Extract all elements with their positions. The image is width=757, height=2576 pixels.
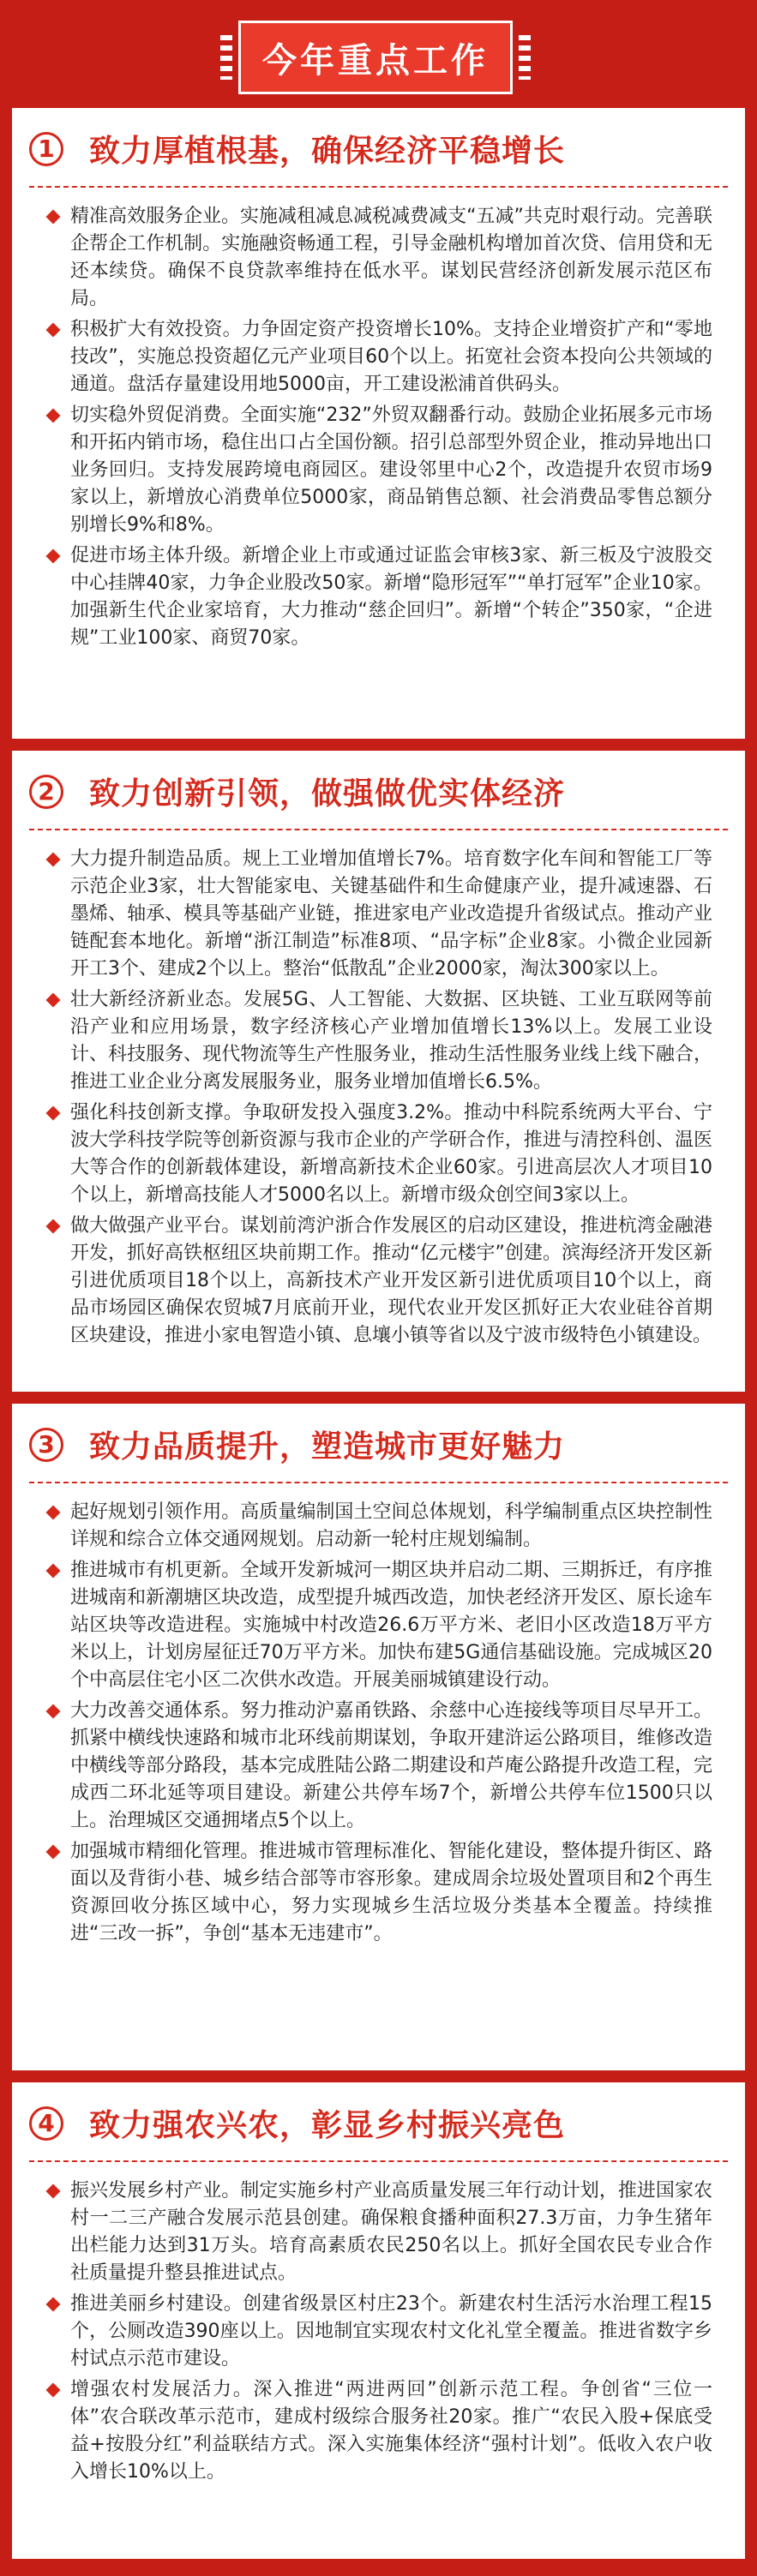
list-item xyxy=(70,203,712,313)
item-text: 起好规划引领作用。高质量编制国土空间总体规划，科学编制重点区块控制性详规和综合立体交通网规划。启动新一轮村庄规划编制。 xyxy=(70,1501,712,1550)
diamond-bullet-icon xyxy=(46,1845,61,1860)
list-item xyxy=(70,1499,712,1554)
diamond-bullet-icon xyxy=(46,2297,61,2312)
list-item xyxy=(70,1099,712,1209)
item-text: 增强农村发展活力。深入推进“两进两回”创新示范工程。争创省“三位一体”农合联改革示范市，建成村级综合服务社20家。推广“农民入股+保底受益+按股分红”利益联结方式。深入实施集体经济“强村计划”。低收入农户收入增长10%以上。 xyxy=(70,2379,712,2483)
diamond-bullet-icon xyxy=(46,409,61,423)
section-title: 致力创新引领，做强做优实体经济 xyxy=(89,776,566,812)
diamond-bullet-icon xyxy=(46,993,61,1008)
section-title: 致力品质提升，塑造城市更好魅力 xyxy=(89,1429,566,1465)
section-title: 致力厚植根基，确保经济平稳增长 xyxy=(89,134,566,169)
item-text: 加强城市精细化管理。推进城市管理标准化、智能化建设，整体提升街区、路面以及背街小巷、城乡结合部等市容形象。建成周余垃圾处置项目和2个再生资源回收分拣区域中心，努力实现城乡生活垃圾分类基本全覆盖。持续推进“三改一拆”，争创“基本无违建市”。 xyxy=(70,1841,712,1944)
item-text: 推进城市有机更新。全域开发新城河一期区块并启动二期、三期拆迁，有序推进城南和新潮塘区块改造，成型提升城西改造，加快老经济开发区、原长途车站区块等改造进程。实施城中村改造26.6万平方米、老旧小区改造18万平方米以上，计划房屋征迁70万平方米。加快布建5G通信基础设施。完成城区20个中高层住宅小区二次供水改造。开展美丽城镇建设行动。 xyxy=(70,1560,712,1691)
item-text: 推进美丽乡村建设。创建省级景区村庄23个。新建农村生活污水治理工程15个，公厕改造390座以上。因地制宜实现农村文化礼堂全覆盖。推进省数字乡村试点示范市建设。 xyxy=(70,2293,712,2369)
section-divider xyxy=(29,186,728,188)
section-header xyxy=(29,1423,728,1466)
item-text: 大力提升制造品质。规上工业增加值增长7%。培育数字化车间和智能工厂等示范企业3家，壮大智能家电、关键基础件和生命健康产业，提升减速器、石墨烯、轴承、模具等基础产业链，推进家电产业改造提升省级试点。推动产业链配套本地化。新增“浙江制造”标准8项、“品字标”企业8家。小微企业园新开工3个、建成2个以上。整治“低散乱”企业2000家，淘汰300家以上。 xyxy=(70,848,712,979)
item-text: 切实稳外贸促消费。全面实施“232”外贸双翻番行动。鼓励企业拓展多元市场和开拓内销市场，稳住出口占全国份额。招引总部型外贸企业，推动异地出口业务回归。支持发展跨境电商园区。建设邻里中心2个，改造提升农贸市场9家以上，新增放心消费单位5000家，商品销售总额、社会消费品零售总额分别增长9%和8%。 xyxy=(70,404,712,536)
item-text: 促进市场主体升级。新增企业上市或通过证监会审核3家、新三板及宁波股交中心挂牌40家，力争企业股改50家。新增“隐形冠军”“单打冠军”企业10家。加强新生代企业家培育，大力推动“慈企回归”。新增“个转企”350家，“企进规”工业100家、商贸70家。 xyxy=(70,545,712,649)
section-4 xyxy=(12,2082,745,2559)
list-item xyxy=(70,1557,712,1694)
diamond-bullet-icon xyxy=(46,1219,61,1234)
item-text: 振兴发展乡村产业。制定实施乡村产业高质量发展三年行动计划，推进国家农村一二三产融合发展示范县创建。确保粮食播种面积27.3万亩，力争生猪年出栏能力达到31万头。培育高素质农民250名以上。抓好全国农民专业合作社质量提升整县推进试点。 xyxy=(70,2180,712,2284)
list-item xyxy=(70,1698,712,1835)
list-item xyxy=(70,2178,712,2287)
list-item xyxy=(70,2376,712,2486)
section-divider xyxy=(29,1482,728,1483)
item-text: 大力改善交通体系。努力推动沪嘉甬铁路、余慈中心连接线等项目尽早开工。抓紧中横线快速路和城市北环线前期谋划，争取开建浒运公路项目，维修改造中横线等部分路段，基本完成胜陆公路二期建设和芦庵公路提升改造工程，完成西二环北延等项目建设。新建公共停车场7个，新增公共停车位1500只以上。治理城区交通拥堵点5个以上。 xyxy=(70,1700,712,1831)
diamond-bullet-icon xyxy=(46,1506,61,1520)
section-1 xyxy=(12,108,745,739)
diamond-bullet-icon xyxy=(46,2184,61,2199)
section-title: 致力强农兴农，彰显乡村振兴亮色 xyxy=(89,2108,566,2143)
diamond-bullet-icon xyxy=(46,1564,61,1579)
list-item xyxy=(70,542,712,652)
list-item xyxy=(70,2291,712,2373)
section-3 xyxy=(12,1404,745,2070)
item-text: 积极扩大有效投资。力争固定资产投资增长10%。支持企业增资扩产和“零地技改”，实施总投资超亿元产业项目60个以上。拓宽社会资本投向公共领域的通道。盘活存量建设用地5000亩，开工建设淞浦首供码头。 xyxy=(70,319,712,395)
diamond-bullet-icon xyxy=(46,853,61,867)
list-item xyxy=(70,316,712,398)
list-item xyxy=(70,846,712,983)
section-divider xyxy=(29,2160,728,2162)
list-item xyxy=(70,1838,712,1948)
diamond-bullet-icon xyxy=(46,2383,61,2398)
list-item xyxy=(70,402,712,539)
page-title: 今年重点工作 xyxy=(262,40,489,81)
diamond-bullet-icon xyxy=(46,210,61,225)
section-number: 4 xyxy=(29,2106,63,2141)
item-text: 做大做强产业平台。谋划前湾沪浙合作发展区的启动区建设，推进杭湾金融港开发，抓好高铁枢纽区块前期工作。推动“亿元楼宇”创建。滨海经济开发区新引进优质项目18个以上，高新技术产业开发区新引进优质项目10个以上，商品市场园区确保农贸城7月底前开业，现代农业开发区抓好正大农业硅谷首期区块建设，推进小家电智造小镇、息壤小镇等省以及宁波市级特色小镇建设。 xyxy=(70,1215,712,1346)
section-divider xyxy=(29,829,728,830)
section-number: 3 xyxy=(29,1428,63,1462)
item-text: 精准高效服务企业。实施减租减息减税减费减支“五减”共克时艰行动。完善联企帮企工作机制。实施融资畅通工程，引导金融机构增加首次贷、信用贷和无还本续贷。确保不良贷款率维持在低水平。谋划民营经济创新发展示范区布局。 xyxy=(70,206,712,309)
section-number: 1 xyxy=(29,132,63,166)
header-banner xyxy=(238,21,513,94)
section-number: 2 xyxy=(29,775,63,809)
diamond-bullet-icon xyxy=(46,1704,61,1719)
diamond-bullet-icon xyxy=(46,323,61,338)
item-text: 壮大新经济新业态。发展5G、人工智能、大数据、区块链、工业互联网等前沿产业和应用场景，数字经济核心产业增加值增长13%以上。发展工业设计、科技服务、现代物流等生产性服务业，推动生活性服务业线上线下融合，推进工业企业分离发展服务业，服务业增加值增长6.5%。 xyxy=(70,989,712,1093)
diamond-bullet-icon xyxy=(46,1106,61,1121)
section-2 xyxy=(12,751,745,1392)
section-header xyxy=(29,127,728,171)
section-header xyxy=(29,770,728,813)
section-header xyxy=(29,2101,728,2145)
diamond-bullet-icon xyxy=(46,549,61,564)
list-item xyxy=(70,986,712,1096)
item-text: 强化科技创新支撑。争取研发投入强度3.2%。推动中科院系统两大平台、宁波大学科技学院等创新资源与我市企业的产学研合作，推进与清控科创、温医大等合作的创新载体建设，新增高新技术企业60家。引进高层次人才项目10个以上，新增高技能人才5000名以上。新增市级众创空间3家以上。 xyxy=(70,1102,712,1206)
list-item xyxy=(70,1213,712,1350)
